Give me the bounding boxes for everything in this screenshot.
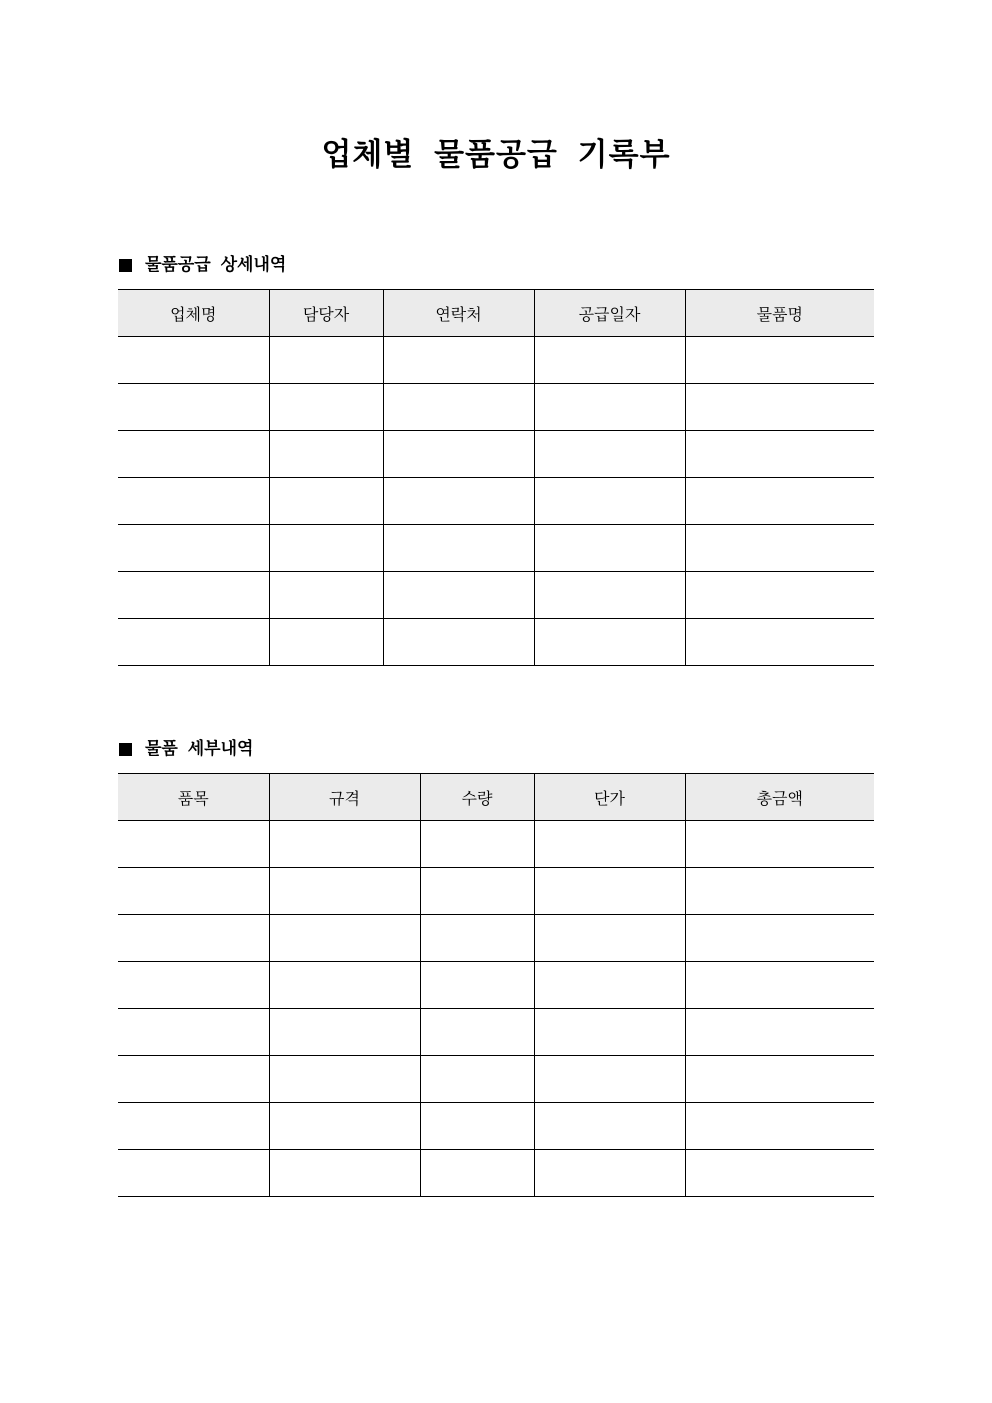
table-cell[interactable]	[118, 431, 269, 478]
table-cell[interactable]	[534, 1009, 685, 1056]
table-row	[118, 1056, 874, 1103]
table-cell[interactable]	[383, 572, 534, 619]
column-header-contact: 연락처	[383, 290, 534, 337]
table-cell[interactable]	[534, 572, 685, 619]
table-cell[interactable]	[534, 525, 685, 572]
table-cell[interactable]	[420, 1009, 534, 1056]
table-row	[118, 1150, 874, 1197]
table-cell[interactable]	[685, 1056, 874, 1103]
table-cell[interactable]	[269, 478, 383, 525]
table-cell[interactable]	[118, 868, 269, 915]
table-cell[interactable]	[118, 525, 269, 572]
supply-detail-heading-text: 물품공급 상세내역	[145, 255, 287, 275]
table-cell[interactable]	[534, 478, 685, 525]
table-cell[interactable]	[685, 337, 874, 384]
table-cell[interactable]	[118, 384, 269, 431]
table-cell[interactable]	[534, 1103, 685, 1150]
table-cell[interactable]	[685, 619, 874, 666]
item-detail-heading-text: 물품 세부내역	[145, 739, 254, 759]
table-row	[118, 525, 874, 572]
table-cell[interactable]	[534, 915, 685, 962]
table-cell[interactable]	[118, 1056, 269, 1103]
table-cell[interactable]	[420, 868, 534, 915]
table-cell[interactable]	[685, 572, 874, 619]
table-cell[interactable]	[420, 821, 534, 868]
item-detail-heading	[119, 737, 253, 761]
table-cell[interactable]	[269, 821, 420, 868]
table-cell[interactable]	[118, 1103, 269, 1150]
table-cell[interactable]	[269, 915, 420, 962]
table-cell[interactable]	[534, 868, 685, 915]
table-cell[interactable]	[534, 431, 685, 478]
table-row	[118, 1103, 874, 1150]
table-cell[interactable]	[269, 525, 383, 572]
table-cell[interactable]	[269, 1056, 420, 1103]
table-cell[interactable]	[269, 868, 420, 915]
table-cell[interactable]	[383, 619, 534, 666]
table-cell[interactable]	[685, 431, 874, 478]
column-header-item: 품목	[118, 774, 269, 821]
square-bullet-icon	[119, 259, 132, 272]
table-row	[118, 431, 874, 478]
table-cell[interactable]	[269, 1150, 420, 1197]
table-row	[118, 915, 874, 962]
table-cell[interactable]	[118, 572, 269, 619]
table-cell[interactable]	[420, 962, 534, 1009]
table-cell[interactable]	[269, 431, 383, 478]
table-cell[interactable]	[269, 384, 383, 431]
table-cell[interactable]	[118, 1009, 269, 1056]
table-cell[interactable]	[534, 619, 685, 666]
table-cell[interactable]	[269, 1009, 420, 1056]
column-header-total-amount: 총금액	[685, 774, 874, 821]
table-cell[interactable]	[685, 962, 874, 1009]
table-cell[interactable]	[534, 962, 685, 1009]
table-cell[interactable]	[383, 431, 534, 478]
table-cell[interactable]	[534, 384, 685, 431]
table-row	[118, 821, 874, 868]
table-cell[interactable]	[383, 337, 534, 384]
column-header-quantity: 수량	[420, 774, 534, 821]
table-row	[118, 1009, 874, 1056]
table-header-row	[118, 774, 874, 821]
table-cell[interactable]	[420, 1056, 534, 1103]
table-cell[interactable]	[118, 821, 269, 868]
table-cell[interactable]	[420, 1150, 534, 1197]
table-cell[interactable]	[534, 1150, 685, 1197]
table-cell[interactable]	[534, 1056, 685, 1103]
table-row	[118, 478, 874, 525]
table-cell[interactable]	[534, 337, 685, 384]
table-row	[118, 572, 874, 619]
table-cell[interactable]	[685, 384, 874, 431]
table-cell[interactable]	[269, 619, 383, 666]
document-title: 업체별 물품공급 기록부	[321, 137, 671, 173]
table-cell[interactable]	[118, 1150, 269, 1197]
table-cell[interactable]	[420, 1103, 534, 1150]
table-cell[interactable]	[534, 821, 685, 868]
table-row	[118, 868, 874, 915]
table-cell[interactable]	[685, 1009, 874, 1056]
column-header-company: 업체명	[118, 290, 269, 337]
square-bullet-icon	[119, 743, 132, 756]
table-cell[interactable]	[383, 525, 534, 572]
table-cell[interactable]	[118, 619, 269, 666]
supply-detail-heading	[119, 253, 286, 277]
table-cell[interactable]	[383, 384, 534, 431]
table-cell[interactable]	[269, 337, 383, 384]
column-header-unit-price: 단가	[534, 774, 685, 821]
table-row	[118, 337, 874, 384]
column-header-manager: 담당자	[269, 290, 383, 337]
table-cell[interactable]	[118, 337, 269, 384]
column-header-spec: 규격	[269, 774, 420, 821]
table-cell[interactable]	[685, 525, 874, 572]
table-cell[interactable]	[685, 1103, 874, 1150]
table-cell[interactable]	[685, 915, 874, 962]
table-cell[interactable]	[685, 868, 874, 915]
table-cell[interactable]	[118, 478, 269, 525]
table-row	[118, 619, 874, 666]
table-cell[interactable]	[420, 915, 534, 962]
table-cell[interactable]	[685, 478, 874, 525]
table-cell[interactable]	[685, 821, 874, 868]
table-row	[118, 962, 874, 1009]
column-header-item-name: 물품명	[685, 290, 874, 337]
table-row	[118, 384, 874, 431]
column-header-supply-date: 공급일자	[534, 290, 685, 337]
table-header-row	[118, 290, 874, 337]
table-cell[interactable]	[685, 1150, 874, 1197]
table-cell[interactable]	[269, 962, 420, 1009]
table-cell[interactable]	[118, 915, 269, 962]
supply-detail-table	[118, 289, 874, 666]
table-cell[interactable]	[269, 572, 383, 619]
table-cell[interactable]	[118, 962, 269, 1009]
table-cell[interactable]	[269, 1103, 420, 1150]
item-detail-table	[118, 773, 874, 1197]
table-cell[interactable]	[383, 478, 534, 525]
